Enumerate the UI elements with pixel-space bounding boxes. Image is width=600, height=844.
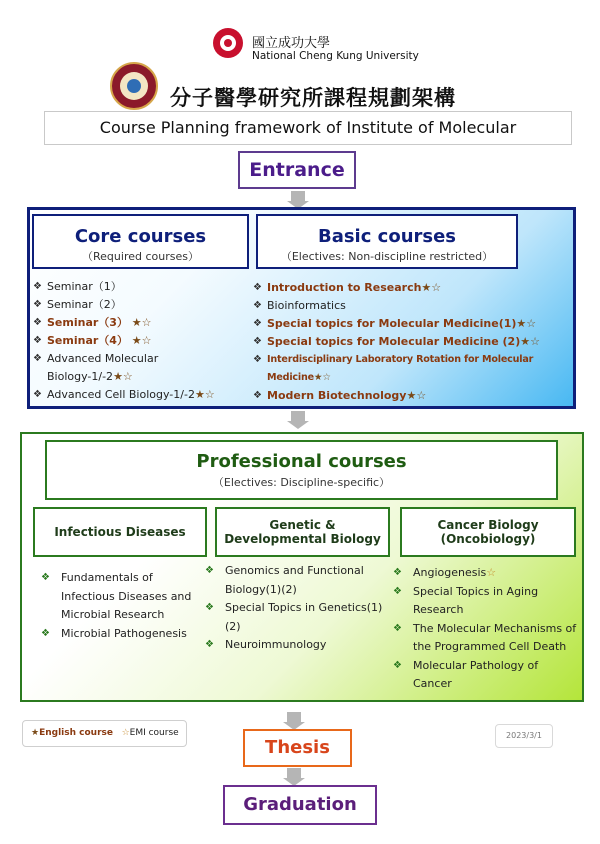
basic-course-list xyxy=(253,279,573,405)
institute-logo xyxy=(110,62,158,110)
basic-courses-title: Basic courses xyxy=(317,226,457,247)
date-label: 2023/3/1 xyxy=(495,724,553,748)
list-item: ❖ Fundamentals of Infectious Diseases and Microbial Research xyxy=(37,569,197,625)
emi-star-icon: ☆ xyxy=(121,728,130,738)
category-genetic-developmental-biology: Genetic & Developmental Biology xyxy=(215,507,390,557)
category-cancer-biology: Cancer Biology (Oncobiology) xyxy=(400,507,576,557)
english-emi-mark-icon: ★☆ xyxy=(520,335,540,348)
university-name-cn: 國立成功大學 xyxy=(252,36,331,51)
basic-courses-subtitle: （Electives: Non-discipline restricted） xyxy=(280,250,494,263)
legend xyxy=(22,720,187,747)
list-item: ❖ Introduction to Research★☆ xyxy=(253,279,573,297)
infectious-diseases-list xyxy=(37,569,197,643)
english-star-icon: ★ xyxy=(31,728,40,738)
legend-english-label: English course xyxy=(39,728,113,738)
list-item: Biology-1/-2★☆ xyxy=(47,370,133,383)
legend-emi-label: EMI course xyxy=(129,728,179,738)
english-emi-mark-icon: ★☆ xyxy=(194,388,215,401)
list-item: ❖ Advanced Molecular xyxy=(33,350,248,368)
arrow-down-icon xyxy=(291,191,305,201)
list-item: ❖ Molecular Pathology of Cancer xyxy=(389,657,579,694)
cancer-biology-list xyxy=(389,564,579,694)
thesis-box: Thesis xyxy=(243,729,352,767)
english-emi-mark-icon: ★☆ xyxy=(421,281,442,294)
basic-courses-header xyxy=(256,214,518,269)
arrow-down-icon xyxy=(287,768,301,778)
english-emi-mark-icon: ★☆ xyxy=(313,372,331,383)
professional-courses-title: Professional courses xyxy=(196,451,407,472)
core-course-list xyxy=(33,278,248,404)
arrow-down-icon xyxy=(287,712,301,722)
list-item: ❖ Special Topics in Genetics(1)(2) xyxy=(201,599,389,636)
entrance-box: Entrance xyxy=(238,151,356,189)
list-item: ❖ Seminar（1） xyxy=(33,278,248,296)
list-item: ❖ Interdisciplinary Laboratory Rotation for Molecular Medicine★☆ xyxy=(253,351,573,387)
core-courses-header xyxy=(32,214,249,269)
list-item: ❖ Seminar（3） ★☆ xyxy=(33,314,248,332)
list-item: ❖ Advanced Cell Biology-1/-2★☆ xyxy=(33,386,248,404)
ncku-logo xyxy=(213,28,243,58)
emi-mark-icon: ☆ xyxy=(486,566,497,579)
english-emi-mark-icon: ★☆ xyxy=(516,317,537,330)
genetic-developmental-list xyxy=(201,562,389,655)
list-item: ❖ Seminar（4） ★☆ xyxy=(33,332,248,350)
core-courses-title: Core courses xyxy=(74,226,207,247)
list-item: ❖ The Molecular Mechanisms of the Programmed Cell Death xyxy=(389,620,579,657)
core-courses-subtitle: （Required courses） xyxy=(82,250,199,263)
list-item: ❖ Neuroimmunology xyxy=(201,636,389,655)
list-item: ❖ Angiogenesis☆ xyxy=(389,564,579,583)
university-name-en: National Cheng Kung University xyxy=(252,50,419,62)
list-item: ❖ Bioinformatics xyxy=(253,297,573,315)
list-item: ❖ Modern Biotechnology★☆ xyxy=(253,387,573,405)
professional-courses-subtitle: （Electives: Discipline-specific） xyxy=(212,476,391,489)
arrow-down-icon xyxy=(291,411,305,421)
list-item: ❖ Seminar（2） xyxy=(33,296,248,314)
list-item: ❖ Genomics and Functional Biology(1)(2) xyxy=(201,562,389,599)
english-emi-mark-icon: ★☆ xyxy=(131,334,152,347)
list-item: ❖ Special topics for Molecular Medicine(1)★☆ xyxy=(253,315,573,333)
list-item: ❖ Microbial Pathogenesis xyxy=(37,625,197,644)
page-title-cn: 分子醫學研究所課程規劃架構 xyxy=(170,85,456,110)
list-item: ❖ Special Topics in Aging Research xyxy=(389,583,579,620)
list-item: ❖ Special topics for Molecular Medicine (2)★☆ xyxy=(253,333,573,351)
graduation-box: Graduation xyxy=(223,785,377,825)
category-infectious-diseases: Infectious Diseases xyxy=(33,507,207,557)
english-emi-mark-icon: ★☆ xyxy=(131,316,152,329)
english-emi-mark-icon: ★☆ xyxy=(406,389,427,402)
english-emi-mark-icon: ★☆ xyxy=(113,370,133,383)
page-title-en: Course Planning framework of Institute of Molecular xyxy=(44,111,572,145)
professional-courses-header xyxy=(45,440,558,500)
